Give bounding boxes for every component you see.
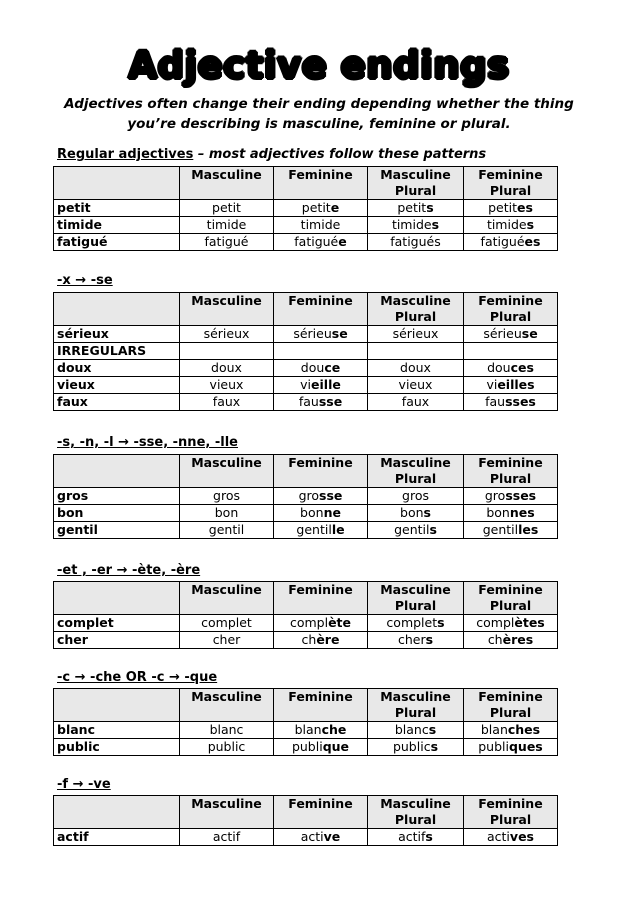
adjective-form: blanche	[274, 722, 368, 739]
section-title	[57, 563, 200, 579]
adjective-form: bonnes	[464, 505, 558, 522]
column-header: Feminine Plural	[464, 455, 558, 488]
section-title-main: -s, -n, -l → -sse, -nne, -lle	[57, 435, 238, 450]
adjective-form: gros	[368, 488, 464, 505]
column-header: Feminine Plural	[464, 293, 558, 326]
adjective-form: grosses	[464, 488, 558, 505]
adjective-form: vieilles	[464, 377, 558, 394]
ending-highlight: es	[516, 200, 533, 215]
adjective-form	[368, 343, 464, 360]
header-corner-cell	[54, 167, 180, 200]
column-header: Feminine	[274, 167, 368, 200]
table-row	[54, 488, 558, 505]
adjective-form: bonne	[274, 505, 368, 522]
adjective-form: publiques	[464, 739, 558, 756]
column-header: Masculine Plural	[368, 582, 464, 615]
column-header: Feminine	[274, 689, 368, 722]
ending-highlight: s	[431, 217, 440, 232]
ending-highlight: s	[426, 200, 434, 215]
table-row	[54, 722, 558, 739]
ending-highlight: s	[526, 217, 535, 232]
adjective-form: petites	[464, 200, 558, 217]
adjective-form: blanches	[464, 722, 558, 739]
table-row	[54, 739, 558, 756]
adjective-form: sérieuse	[274, 326, 368, 343]
adjective-form	[180, 343, 274, 360]
table-row	[54, 343, 558, 360]
column-header: Masculine Plural	[368, 689, 464, 722]
adjective-form: gentils	[368, 522, 464, 539]
adjective-form: vieille	[274, 377, 368, 394]
adjective-table	[53, 166, 558, 251]
adjective-form: petits	[368, 200, 464, 217]
column-header: Masculine	[180, 167, 274, 200]
adjective-form: actives	[464, 829, 558, 846]
column-header: Masculine	[180, 293, 274, 326]
ending-highlight: ves	[509, 829, 534, 844]
adjective-form: complètes	[464, 615, 558, 632]
section-title-main: -c → -che OR -c → -que	[57, 670, 218, 685]
table-row	[54, 829, 558, 846]
ending-highlight: sses	[505, 488, 537, 503]
adjective-table	[53, 292, 558, 411]
adjective-word: actif	[54, 829, 180, 846]
header-corner-cell	[54, 796, 180, 829]
ending-highlight: ches	[507, 722, 541, 737]
adjective-form	[274, 343, 368, 360]
section-title	[57, 670, 217, 686]
adjective-form: bon	[180, 505, 274, 522]
adjective-word: IRREGULARS	[54, 343, 180, 360]
ending-highlight: ne	[323, 505, 341, 520]
adjective-form	[464, 343, 558, 360]
adjective-word: complet	[54, 615, 180, 632]
adjective-form: sérieux	[180, 326, 274, 343]
table-header-row	[54, 796, 558, 829]
ending-highlight: ces	[510, 360, 534, 375]
section-title-main: -et , -er → -ète, -ère	[57, 563, 201, 578]
column-header: Masculine	[180, 455, 274, 488]
section-title-main: Regular adjectives	[57, 147, 194, 162]
adjective-form: gros	[180, 488, 274, 505]
table-header-row	[54, 293, 558, 326]
section-title	[57, 435, 238, 451]
column-header: Masculine Plural	[368, 796, 464, 829]
column-header: Feminine Plural	[464, 167, 558, 200]
ending-highlight: les	[518, 522, 539, 537]
ending-highlight: ètes	[514, 615, 545, 630]
adjective-form: grosse	[274, 488, 368, 505]
adjective-form: public	[180, 739, 274, 756]
ending-highlight: que	[322, 739, 350, 754]
adjective-form: active	[274, 829, 368, 846]
ending-highlight: s	[425, 829, 433, 844]
ending-highlight: s	[428, 722, 437, 737]
adjective-form: publics	[368, 739, 464, 756]
column-header: Feminine Plural	[464, 796, 558, 829]
ending-highlight: s	[423, 505, 431, 520]
table-row	[54, 326, 558, 343]
section-title-note: – most adjectives follow these patterns	[193, 147, 487, 162]
ending-highlight: ère	[316, 632, 340, 647]
ending-highlight: e	[338, 234, 347, 249]
adjective-form: vieux	[180, 377, 274, 394]
header-corner-cell	[54, 582, 180, 615]
ending-highlight: s	[437, 615, 445, 630]
adjective-form: timides	[464, 217, 558, 234]
column-header: Masculine	[180, 582, 274, 615]
adjective-form: sérieux	[368, 326, 464, 343]
section-title	[57, 273, 113, 289]
table-row	[54, 505, 558, 522]
ending-highlight: ve	[323, 829, 341, 844]
adjective-word: petit	[54, 200, 180, 217]
adjective-word: gros	[54, 488, 180, 505]
ending-highlight: se	[331, 326, 348, 341]
section-title	[57, 147, 486, 163]
section-title-main: -f → -ve	[57, 777, 111, 792]
adjective-table	[53, 688, 558, 756]
table-row	[54, 217, 558, 234]
table-row	[54, 200, 558, 217]
section-title	[57, 777, 111, 793]
ending-highlight: s	[429, 522, 437, 537]
ending-highlight: sses	[505, 394, 536, 409]
adjective-word: cher	[54, 632, 180, 649]
ending-highlight: nes	[509, 505, 535, 520]
adjective-form: fausses	[464, 394, 558, 411]
adjective-form: blancs	[368, 722, 464, 739]
column-header: Masculine	[180, 796, 274, 829]
adjective-form: fatiguée	[274, 234, 368, 251]
adjective-form: vieux	[368, 377, 464, 394]
adjective-word: fatigué	[54, 234, 180, 251]
adjective-form: fatigué	[180, 234, 274, 251]
adjective-form: blanc	[180, 722, 274, 739]
ending-highlight: eille	[311, 377, 341, 392]
column-header: Masculine Plural	[368, 167, 464, 200]
column-header: Feminine Plural	[464, 689, 558, 722]
ending-highlight: ce	[324, 360, 341, 375]
adjective-word: gentil	[54, 522, 180, 539]
adjective-form: gentille	[274, 522, 368, 539]
column-header: Feminine	[274, 582, 368, 615]
column-header: Feminine	[274, 293, 368, 326]
adjective-table	[53, 581, 558, 649]
table-row	[54, 377, 558, 394]
adjective-form: actif	[180, 829, 274, 846]
column-header: Masculine Plural	[368, 455, 464, 488]
adjective-word: public	[54, 739, 180, 756]
section-title-main: -x → -se	[57, 273, 113, 288]
table-row	[54, 360, 558, 377]
table-header-row	[54, 689, 558, 722]
adjective-form: cher	[180, 632, 274, 649]
adjective-form: douces	[464, 360, 558, 377]
ending-highlight: che	[321, 722, 347, 737]
adjective-form: timide	[180, 217, 274, 234]
adjective-word: timide	[54, 217, 180, 234]
adjective-word: sérieux	[54, 326, 180, 343]
adjective-form: fatigués	[368, 234, 464, 251]
ending-highlight: sse	[319, 488, 343, 503]
table-row	[54, 522, 558, 539]
ending-highlight: ète	[328, 615, 352, 630]
ending-highlight: ques	[508, 739, 543, 754]
adjective-form: gentilles	[464, 522, 558, 539]
ending-highlight: s	[425, 632, 434, 647]
adjective-form: chère	[274, 632, 368, 649]
adjective-form: petite	[274, 200, 368, 217]
adjective-form: petit	[180, 200, 274, 217]
adjective-form: fatiguées	[464, 234, 558, 251]
header-corner-cell	[54, 689, 180, 722]
ending-highlight: sse	[318, 394, 343, 409]
column-header: Feminine Plural	[464, 582, 558, 615]
table-row	[54, 615, 558, 632]
column-header: Feminine	[274, 796, 368, 829]
adjective-form: timide	[274, 217, 368, 234]
adjective-word: doux	[54, 360, 180, 377]
column-header: Masculine Plural	[368, 293, 464, 326]
adjective-form: chères	[464, 632, 558, 649]
page-subtitle: Adjectives often change their ending depending whether the thing you’re describing is masculine, feminine or plural.	[64, 96, 574, 132]
adjective-table	[53, 454, 558, 539]
adjective-form: faux	[180, 394, 274, 411]
adjective-table	[53, 795, 558, 846]
ending-highlight: ères	[502, 632, 534, 647]
adjective-form: sérieuse	[464, 326, 558, 343]
adjective-form: complet	[180, 615, 274, 632]
header-corner-cell	[54, 455, 180, 488]
ending-highlight: es	[524, 234, 541, 249]
ending-highlight: se	[521, 326, 538, 341]
adjective-form: chers	[368, 632, 464, 649]
adjective-word: vieux	[54, 377, 180, 394]
column-header: Feminine	[274, 455, 368, 488]
table-header-row	[54, 455, 558, 488]
ending-highlight: le	[331, 522, 345, 537]
table-row	[54, 234, 558, 251]
adjective-word: bon	[54, 505, 180, 522]
adjective-form: faux	[368, 394, 464, 411]
ending-highlight: s	[430, 739, 439, 754]
adjective-form: timides	[368, 217, 464, 234]
adjective-form: fausse	[274, 394, 368, 411]
table-header-row	[54, 582, 558, 615]
adjective-form: complets	[368, 615, 464, 632]
ending-highlight: eilles	[497, 377, 535, 392]
table-row	[54, 632, 558, 649]
adjective-word: blanc	[54, 722, 180, 739]
adjective-form: publique	[274, 739, 368, 756]
adjective-form: gentil	[180, 522, 274, 539]
page-title: Adjective endings	[128, 44, 510, 87]
adjective-form: doux	[368, 360, 464, 377]
adjective-form: complète	[274, 615, 368, 632]
column-header: Masculine	[180, 689, 274, 722]
ending-highlight: e	[330, 200, 340, 215]
header-corner-cell	[54, 293, 180, 326]
adjective-form: actifs	[368, 829, 464, 846]
table-row	[54, 394, 558, 411]
table-header-row	[54, 167, 558, 200]
adjective-word: faux	[54, 394, 180, 411]
adjective-form: doux	[180, 360, 274, 377]
adjective-form: douce	[274, 360, 368, 377]
adjective-form: bons	[368, 505, 464, 522]
